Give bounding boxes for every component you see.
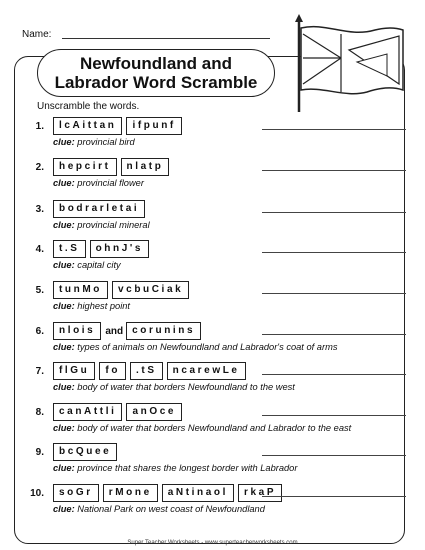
answer-line[interactable] bbox=[262, 496, 406, 497]
scrambled-word-box: bodrarletai bbox=[53, 200, 145, 218]
scrambled-word-box: flGu bbox=[53, 362, 95, 380]
clue bbox=[53, 463, 297, 473]
answer-line[interactable] bbox=[262, 129, 406, 130]
clue-label: clue: bbox=[53, 178, 75, 188]
clue bbox=[53, 178, 144, 188]
clue bbox=[53, 342, 337, 352]
scrambled-words bbox=[53, 362, 250, 380]
item-number: 3. bbox=[35, 204, 44, 215]
answer-line[interactable] bbox=[262, 252, 406, 253]
scrambled-words bbox=[53, 484, 286, 502]
scrambled-words bbox=[53, 443, 121, 461]
scrambled-words bbox=[53, 322, 205, 340]
clue-text: capital city bbox=[77, 260, 121, 270]
scrambled-word-box: t.S bbox=[53, 240, 86, 258]
clue-text: body of water that borders Newfoundland and Labrador to the east bbox=[77, 423, 352, 433]
clue-text: body of water that borders Newfoundland to the west bbox=[77, 382, 295, 392]
clue-label: clue: bbox=[53, 301, 75, 311]
item-number: 8. bbox=[35, 407, 44, 418]
scrambled-words bbox=[53, 281, 193, 299]
clue-label: clue: bbox=[53, 137, 75, 147]
clue bbox=[53, 504, 265, 514]
clue-text: highest point bbox=[77, 301, 131, 311]
footer: Super Teacher Worksheets - www.superteacherworksheets.com bbox=[127, 540, 298, 546]
item-number: 9. bbox=[35, 447, 44, 458]
name-field-line[interactable] bbox=[62, 38, 270, 39]
clue-text: province that shares the longest border with Labrador bbox=[77, 463, 298, 473]
scrambled-word-box: aNtinaol bbox=[162, 484, 234, 502]
clue bbox=[53, 382, 295, 392]
item-number: 2. bbox=[35, 162, 44, 173]
scrambled-words bbox=[53, 240, 153, 258]
instructions: Unscramble the words. bbox=[37, 101, 140, 112]
clue-text: provincial mineral bbox=[77, 220, 150, 230]
clue bbox=[53, 220, 150, 230]
item-number: 7. bbox=[35, 366, 44, 377]
clue-label: clue: bbox=[53, 260, 75, 270]
scrambled-word-box: soGr bbox=[53, 484, 99, 502]
scrambled-word-box: bcQuee bbox=[53, 443, 117, 461]
scrambled-word-box: corunins bbox=[126, 322, 201, 340]
scrambled-word-box: .tS bbox=[130, 362, 163, 380]
scrambled-word-box: ifpunf bbox=[126, 117, 181, 135]
answer-line[interactable] bbox=[262, 293, 406, 294]
clue-label: clue: bbox=[53, 463, 75, 473]
scrambled-word-box: lcAittan bbox=[53, 117, 122, 135]
clue-label: clue: bbox=[53, 342, 75, 352]
flag-icon bbox=[287, 14, 407, 114]
scrambled-word-box: nlatp bbox=[121, 158, 170, 176]
item-number: 10. bbox=[30, 488, 44, 499]
clue-text: provincial bird bbox=[77, 137, 135, 147]
clue-label: clue: bbox=[53, 382, 75, 392]
scrambled-words bbox=[53, 200, 149, 218]
title-banner bbox=[37, 49, 275, 97]
item-number: 5. bbox=[35, 285, 44, 296]
scrambled-words bbox=[53, 403, 186, 421]
answer-line[interactable] bbox=[262, 415, 406, 416]
scrambled-word-box: canAttli bbox=[53, 403, 122, 421]
clue-text: types of animals on Newfoundland and Labrador's coat of arms bbox=[77, 342, 338, 352]
answer-line[interactable] bbox=[262, 170, 406, 171]
clue-label: clue: bbox=[53, 504, 75, 514]
item-number: 4. bbox=[35, 244, 44, 255]
clue bbox=[53, 137, 135, 147]
scrambled-words bbox=[53, 117, 186, 135]
clue-label: clue: bbox=[53, 220, 75, 230]
scrambled-word-box: hepcirt bbox=[53, 158, 117, 176]
scrambled-word-box: ohnJ's bbox=[90, 240, 149, 258]
scrambled-word-box: vcbuCiak bbox=[112, 281, 189, 299]
item-number: 6. bbox=[35, 326, 44, 337]
scrambled-word-box: ncarewLe bbox=[167, 362, 246, 380]
word-joiner: and bbox=[105, 325, 124, 337]
scrambled-words bbox=[53, 158, 173, 176]
answer-line[interactable] bbox=[262, 334, 406, 335]
scrambled-word-box: nlois bbox=[53, 322, 101, 340]
clue-label: clue: bbox=[53, 423, 75, 433]
scrambled-word-box: rkaP bbox=[238, 484, 282, 502]
clue-text: National Park on west coast of Newfoundland bbox=[77, 504, 265, 514]
title-line-2: Labrador Word Scramble bbox=[54, 73, 258, 92]
clue bbox=[53, 423, 351, 433]
scrambled-word-box: rMone bbox=[103, 484, 158, 502]
answer-line[interactable] bbox=[262, 374, 406, 375]
answer-line[interactable] bbox=[262, 212, 406, 213]
name-label: Name: bbox=[22, 29, 52, 40]
clue bbox=[53, 301, 130, 311]
scrambled-word-box: fo bbox=[99, 362, 126, 380]
clue bbox=[53, 260, 121, 270]
scrambled-word-box: anOce bbox=[126, 403, 182, 421]
clue-text: provincial flower bbox=[77, 178, 144, 188]
scrambled-word-box: tunMo bbox=[53, 281, 108, 299]
answer-line[interactable] bbox=[262, 455, 406, 456]
item-number: 1. bbox=[35, 121, 44, 132]
title-line-1: Newfoundland and bbox=[79, 54, 233, 73]
